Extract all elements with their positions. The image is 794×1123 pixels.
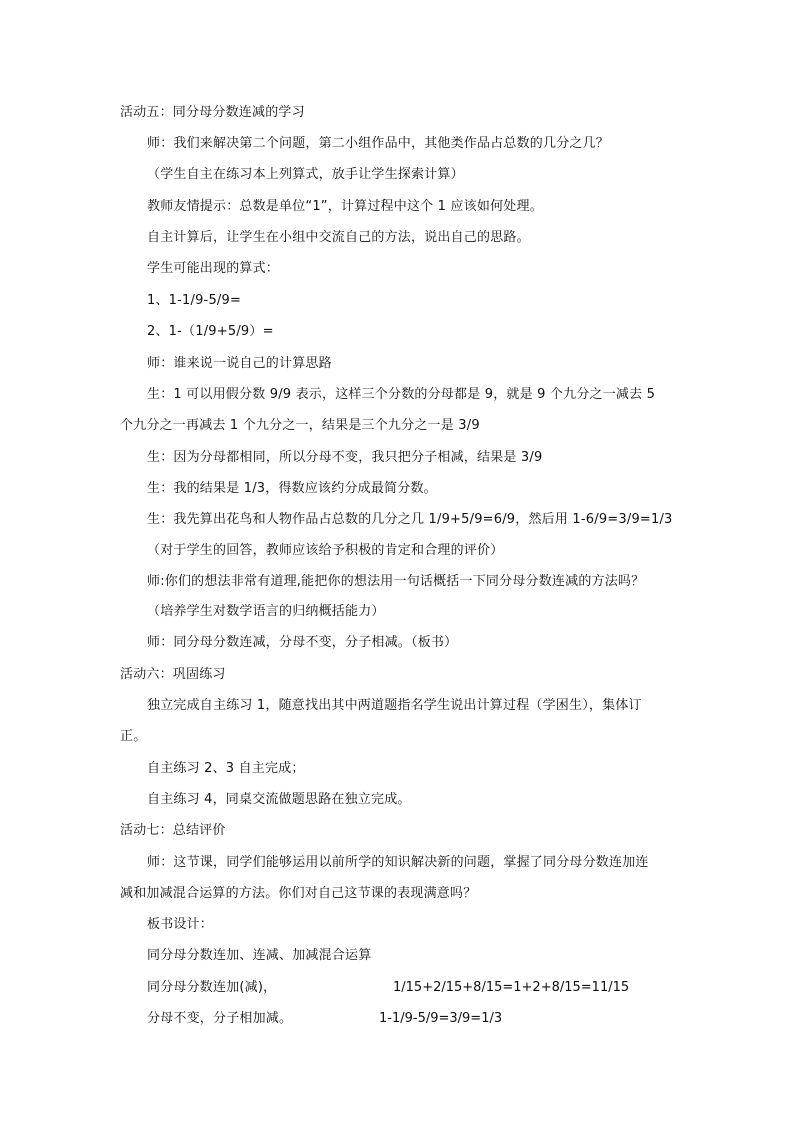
paragraph: 自主计算后，让学生在小组中交流自己的方法，说出自己的思路。 (147, 230, 530, 245)
paragraph: （学生自主在练习本上列算式，放手让学生探索计算） (147, 167, 464, 182)
paragraph: 自主练习 4，同桌交流做题思路在独立完成。 (147, 792, 411, 807)
activity-7-heading: 活动七：总结评价 (120, 823, 226, 838)
paragraph-continuation: 正。 (120, 729, 147, 744)
board-title: 同分母分数连加、连减、加减混合运算 (147, 948, 372, 963)
formula-line: 1、1-1/9-5/9= (147, 293, 242, 308)
paragraph: （培养学生对数学语言的归纳概括能力） (147, 604, 385, 619)
paragraph: 师：谁来说一说自己的计算思路 (147, 356, 332, 371)
formula-line: 2、1-（1/9+5/9）= (147, 324, 274, 339)
paragraph: 生：我先算出花鸟和人物作品占总数的几分之几 1/9+5/9=6/9，然后用 1-6/9=3/9=1/3 (147, 512, 673, 527)
board-formula: 1/15+2/15+8/15=1+2+8/15=11/15 (393, 980, 630, 995)
paragraph: 生：因为分母都相同，所以分母不变，我只把分子相减，结果是 3/9 (147, 450, 543, 465)
board-design-label: 板书设计： (147, 917, 214, 932)
paragraph-continuation: 减和加减混合运算的方法。你们对自己这节课的表现满意吗？ (120, 886, 477, 901)
board-rule: 分母不变，分子相加减。 (147, 1011, 293, 1026)
activity-5-heading: 活动五：同分母分数连减的学习 (120, 105, 305, 120)
board-formula: 1-1/9-5/9=3/9=1/3 (379, 1011, 503, 1026)
paragraph: 师：我们来解决第二个问题，第二小组作品中，其他类作品占总数的几分之几？ (147, 136, 610, 151)
paragraph: （对于学生的回答，教师应该给予积极的肯定和合理的评价） (147, 543, 504, 558)
paragraph: 生：1 可以用假分数 9/9 表示，这样三个分数的分母都是 9，就是 9 个九分之一减去 5 (147, 387, 656, 402)
paragraph-continuation: 个九分之一再减去 1 个九分之一，结果是三个九分之一是 3/9 (120, 418, 480, 433)
paragraph: 自主练习 2、3 自主完成； (147, 761, 305, 776)
paragraph: 学生可能出现的算式： (147, 261, 280, 276)
board-rule: 同分母分数连加(减)， (147, 980, 277, 995)
paragraph: 独立完成自主练习 1，随意找出其中两道题指名学生说出计算过程（学困生），集体订 (147, 698, 642, 713)
paragraph: 师：这节课，同学们能够运用以前所学的知识解决新的问题，掌握了同分母分数连加连 (147, 855, 649, 870)
paragraph: 师：同分母分数连减，分母不变，分子相减。（板书） (147, 635, 458, 650)
paragraph: 生：我的结果是 1/3，得数应该约分成最简分数。 (147, 481, 437, 496)
paragraph: 教师友情提示：总数是单位“1”，计算过程中这个 1 应该如何处理。 (147, 199, 543, 214)
activity-6-heading: 活动六：巩固练习 (120, 667, 226, 682)
paragraph: 师:你们的想法非常有道理,能把你的想法用一句话概括一下同分母分数连减的方法吗？ (147, 574, 645, 589)
